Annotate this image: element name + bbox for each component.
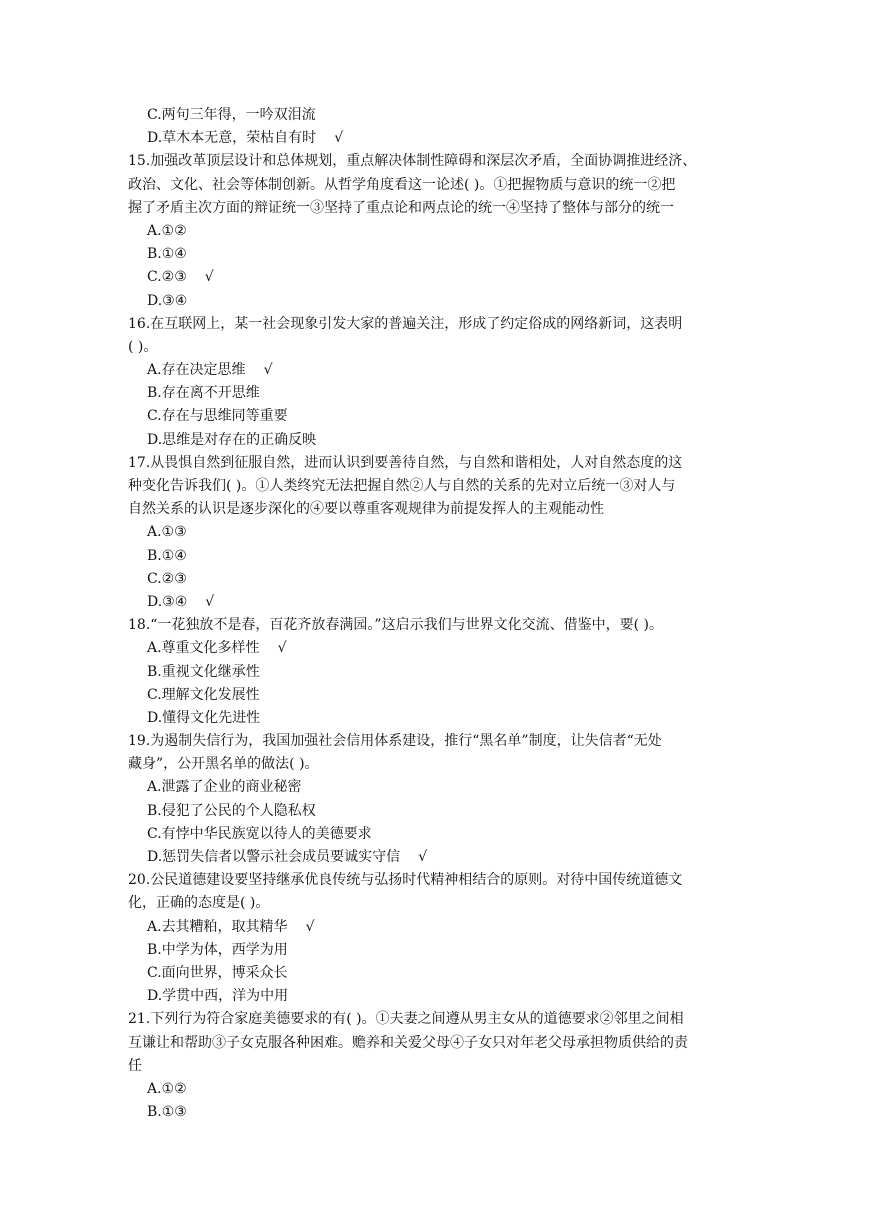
question-line — [128, 869, 740, 892]
question-line — [128, 753, 740, 776]
answer-option — [128, 405, 740, 428]
answer-option — [128, 962, 740, 985]
question-line-text: 21.下列行为符合家庭美德要求的有( )。①夫妻之间遵从男主女从的道德要求②邻里之间相 — [128, 1011, 684, 1028]
check-mark-icon: √ — [277, 640, 287, 657]
question-line — [128, 892, 740, 915]
answer-option — [128, 266, 740, 289]
question-line-text: 化，正确的态度是( )。 — [128, 895, 270, 912]
question-line — [128, 197, 740, 220]
answer-option — [128, 776, 740, 799]
check-mark-icon: √ — [205, 593, 215, 610]
answer-option-text: A.去其糟粕，取其精华 — [147, 918, 288, 935]
answer-option — [128, 359, 740, 382]
answer-option-text: C.两句三年得，一吟双泪流 — [147, 107, 316, 123]
answer-option — [128, 568, 740, 591]
answer-option-text: B.①③ — [147, 1104, 187, 1121]
answer-option — [128, 243, 740, 266]
answer-option-text: D.思维是对存在的正确反映 — [147, 431, 317, 448]
question-line — [128, 614, 740, 637]
check-mark-icon: √ — [204, 269, 214, 286]
answer-option-text: B.①④ — [147, 547, 187, 564]
question-line-text: 15.加强改革顶层设计和总体规划，重点解决体制性障碍和深层次矛盾，全面协调推进经济、 — [128, 153, 697, 170]
question-line — [128, 336, 740, 359]
question-line — [128, 1055, 740, 1078]
question-line — [128, 313, 740, 336]
answer-option-text: B.重视文化继承性 — [147, 663, 260, 680]
question-line-text: 任 — [128, 1057, 142, 1074]
question-line-text: 自然关系的认识是逐步深化的④要以尊重客观规律为前提发挥人的主观能动性 — [128, 501, 604, 518]
question-line — [128, 1008, 740, 1031]
answer-option-text: D.③④ — [147, 593, 188, 610]
question-line-text: 16.在互联网上，某一社会现象引发大家的普遍关注，形成了约定俗成的网络新词，这表明 — [128, 315, 683, 332]
answer-option — [128, 939, 740, 962]
question-line-text: 互谦让和帮助③子女克服各种困难。赡养和关爱父母④子女只对年老父母承担物质供给的责 — [128, 1034, 688, 1051]
question-line-text: 17.从畏惧自然到征服自然，进而认识到要善待自然，与自然和谐相处，人对自然态度的这 — [128, 454, 683, 471]
answer-option — [128, 521, 740, 544]
answer-option — [128, 429, 740, 452]
answer-option-text: A.①③ — [147, 524, 187, 541]
answer-option-text: C.理解文化发展性 — [147, 686, 260, 703]
answer-option-text: B.侵犯了公民的个人隐私权 — [147, 802, 316, 819]
question-line — [128, 730, 740, 753]
answer-option-text: D.惩罚失信者以警示社会成员要诚实守信 — [147, 849, 401, 865]
question-line — [128, 452, 740, 475]
answer-option — [128, 545, 740, 568]
answer-option — [128, 637, 740, 660]
answer-option-text: B.①④ — [147, 246, 187, 263]
question-line-text: 政治、文化、社会等体制创新。从哲学角度看这一论述( )。①把握物质与意识的统一②把 — [128, 176, 676, 193]
answer-option-text: A.存在决定思维 — [147, 362, 246, 379]
check-mark-icon: √ — [263, 362, 273, 379]
answer-option — [128, 985, 740, 1008]
answer-option-text: D.懂得文化先进性 — [147, 709, 261, 726]
question-line — [128, 174, 740, 197]
answer-option-text: C.面向世界，博采众长 — [147, 964, 288, 981]
answer-option — [128, 707, 740, 730]
question-line-text: 18.“一花独放不是春，百花齐放春满园。”这启示我们与世界文化交流、借鉴中，要( )。 — [128, 617, 663, 634]
answer-option — [128, 823, 740, 846]
check-mark-icon: √ — [418, 849, 428, 865]
answer-option — [128, 591, 740, 614]
answer-option — [128, 800, 740, 823]
question-line-text: ( )。 — [128, 338, 158, 355]
answer-option-text: C.②③ — [147, 570, 187, 587]
answer-option — [128, 382, 740, 405]
answer-option — [128, 104, 740, 127]
answer-option-text: B.中学为体，西学为用 — [147, 941, 288, 958]
answer-option-text: D.草木本无意，荣枯自有时 — [147, 130, 317, 147]
answer-option — [128, 661, 740, 684]
answer-option-text: A.①② — [147, 222, 187, 239]
answer-option-text: A.尊重文化多样性 — [147, 640, 260, 657]
question-line-text: 19.为遏制失信行为，我国加强社会信用体系建设，推行“黑名单”制度，让失信者“无处 — [128, 733, 662, 750]
check-mark-icon: √ — [334, 130, 344, 147]
question-line — [128, 1032, 740, 1055]
question-line — [128, 150, 740, 173]
check-mark-icon: √ — [305, 918, 315, 935]
answer-option-text: B.存在离不开思维 — [147, 385, 260, 402]
answer-option-text: C.②③ — [147, 269, 187, 286]
answer-option — [128, 846, 740, 869]
answer-option — [128, 290, 740, 313]
answer-option-text: C.存在与思维同等重要 — [147, 408, 288, 425]
question-text-block — [128, 104, 740, 1124]
question-line-text: 藏身”，公开黑名单的做法( )。 — [128, 756, 319, 773]
answer-option — [128, 1078, 740, 1101]
answer-option — [128, 916, 740, 939]
answer-option-text: D.③④ — [147, 292, 188, 309]
question-line-text: 握了矛盾主次方面的辩证统一③坚持了重点论和两点论的统一④坚持了整体与部分的统一 — [128, 199, 674, 216]
answer-option-text: C.有悖中华民族宽以待人的美德要求 — [147, 825, 372, 842]
answer-option-text: A.①② — [147, 1080, 187, 1097]
question-line-text: 20.公民道德建设要坚持继承优良传统与弘扬时代精神相结合的原则。对待中国传统道德文 — [128, 872, 683, 889]
answer-option — [128, 220, 740, 243]
answer-option — [128, 127, 740, 150]
answer-option — [128, 684, 740, 707]
answer-option-text: D.学贯中西，洋为中用 — [147, 988, 289, 1005]
answer-option — [128, 1101, 740, 1124]
answer-option-text: A.泄露了企业的商业秘密 — [147, 779, 302, 796]
question-line-text: 种变化告诉我们( )。①人类终究无法把握自然②人与自然的关系的先对立后统一③对人与 — [128, 478, 676, 494]
question-line — [128, 475, 740, 498]
question-line — [128, 498, 740, 521]
